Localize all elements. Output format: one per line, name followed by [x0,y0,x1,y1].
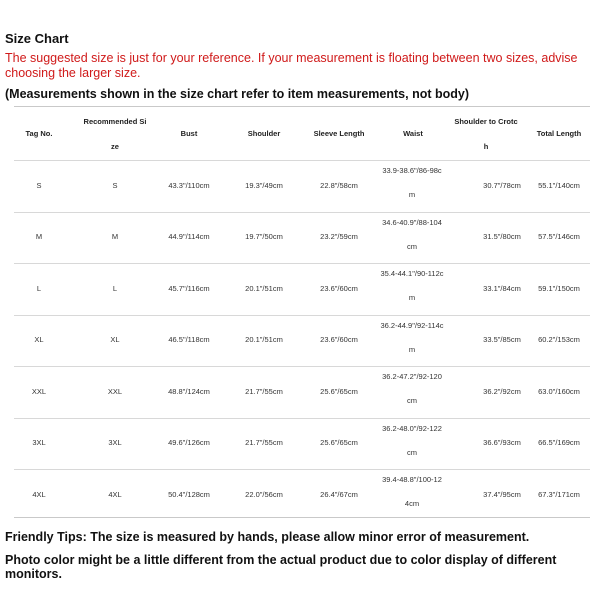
cell-bust: 50.4"/128cm [168,489,210,499]
cell-bust: 48.8"/124cm [168,386,210,396]
cell-waist-line2: 4cm [404,499,420,508]
cell-shoulder-to-crotch: 36.2"/92cm [483,386,521,396]
header-tag-no: Tag No. [25,129,53,138]
cell-recommended-size: XXL [107,386,123,396]
table-row-divider [14,160,590,161]
cell-waist-line1: 33.9-38.6"/86-98c [382,166,442,175]
cell-waist-line1: 39.4-48.8"/100-12 [382,475,442,484]
size-chart-table [14,106,590,518]
cell-shoulder: 20.1"/51cm [245,283,283,293]
table-row-divider [14,212,590,213]
cell-waist-line2: cm [407,396,417,405]
table-row-divider [14,263,590,264]
cell-bust: 46.5"/118cm [168,335,210,345]
cell-sleeve-length: 23.6"/60cm [320,335,358,345]
cell-shoulder-to-crotch: 33.5"/85cm [483,335,521,345]
cell-waist-line2: cm [407,241,417,251]
header-recommended-size-b: ze [111,142,119,151]
cell-shoulder: 22.0"/56cm [245,489,283,499]
cell-recommended-size: XL [110,335,120,345]
cell-waist-line1: 36.2-47.2"/92-120 [382,372,442,381]
page-title: Size Chart [5,31,69,46]
cell-total-length: 57.5"/146cm [538,232,580,242]
table-row-divider [14,315,590,316]
header-sleeve-length: Sleeve Length [313,129,365,138]
cell-waist-line1: 36.2-44.9"/92-114c [380,320,444,330]
cell-shoulder: 19.7"/50cm [245,232,283,242]
cell-tag-no: 4XL [32,489,46,499]
cell-recommended-size: 3XL [108,438,122,448]
measurement-note: (Measurements shown in the size chart refer to item measurements, not body) [5,87,469,101]
cell-tag-no: XXL [31,386,47,396]
cell-recommended-size: 4XL [108,489,122,499]
cell-bust: 43.3"/110cm [168,180,210,190]
header-shoulder-to-crotch-b: h [483,142,489,151]
cell-waist-line2: m [408,293,416,302]
cell-shoulder: 20.1"/51cm [245,335,283,345]
cell-waist-line1: 36.2-48.0"/92-122 [382,423,442,433]
cell-total-length: 60.2"/153cm [538,335,580,345]
header-recommended-size-a: Recommended Si [83,117,147,126]
table-row-divider [14,418,590,419]
cell-sleeve-length: 23.6"/60cm [320,283,358,293]
cell-waist-line2: m [408,344,416,354]
cell-waist-line1: 34.6-40.9"/88-104 [382,217,442,227]
header-waist: Waist [403,129,423,138]
table-row-divider [14,469,590,470]
cell-shoulder-to-crotch: 31.5"/80cm [483,232,521,242]
cell-shoulder-to-crotch: 37.4"/95cm [483,489,521,499]
cell-shoulder-to-crotch: 30.7"/78cm [483,180,521,190]
header-shoulder: Shoulder [247,129,281,138]
cell-recommended-size: M [111,232,119,242]
cell-total-length: 59.1"/150cm [538,283,580,293]
cell-shoulder: 21.7"/55cm [245,438,283,448]
cell-shoulder-to-crotch: 36.6"/93cm [483,438,521,448]
cell-sleeve-length: 23.2"/59cm [320,232,358,242]
cell-total-length: 67.3"/171cm [538,489,580,499]
cell-total-length: 66.5"/169cm [538,438,580,448]
header-total-length: Total Length [536,129,582,138]
cell-sleeve-length: 22.8"/58cm [320,180,358,190]
cell-shoulder: 19.3"/49cm [245,180,283,190]
header-bust: Bust [180,129,198,138]
friendly-tips: Friendly Tips: The size is measured by hands, please allow minor error of measurement. [5,530,530,544]
cell-tag-no: XL [34,335,44,345]
cell-bust: 45.7"/116cm [168,283,210,293]
cell-tag-no: 3XL [32,438,46,448]
cell-total-length: 63.0"/160cm [538,386,580,396]
cell-sleeve-length: 25.6"/65cm [320,386,358,396]
cell-recommended-size: L [112,283,118,293]
cell-shoulder-to-crotch: 33.1"/84cm [483,283,521,293]
cell-bust: 44.9"/114cm [168,232,210,242]
table-row-divider [14,366,590,367]
cell-shoulder: 21.7"/55cm [245,386,283,396]
cell-waist-line2: cm [407,447,417,457]
reference-note: The suggested size is just for your reference. If your measurement is floating between two sizes, advise choosing the larger size. [5,51,578,80]
color-tips: Photo color might be a little different from the actual product due to color display of different monitors. [5,553,557,581]
cell-waist-line2: m [408,190,416,199]
cell-tag-no: M [35,232,43,242]
cell-tag-no: S [36,180,42,190]
cell-bust: 49.6"/126cm [168,438,210,448]
cell-sleeve-length: 25.6"/65cm [320,438,358,448]
cell-total-length: 55.1"/140cm [538,180,580,190]
cell-recommended-size: S [112,180,118,190]
header-shoulder-to-crotch-a: Shoulder to Crotc [454,117,518,126]
cell-waist-line1: 35.4-44.1"/90-112c [380,269,444,278]
cell-sleeve-length: 26.4"/67cm [320,489,358,499]
cell-tag-no: L [36,283,42,293]
